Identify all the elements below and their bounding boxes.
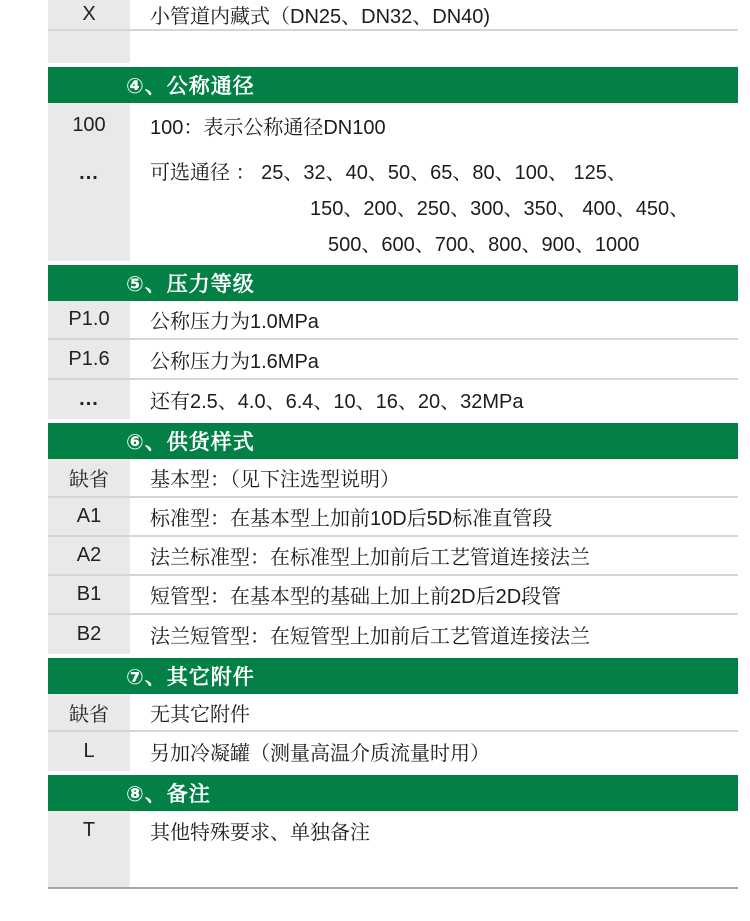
section-header-nominal-diameter: ④、公称通径 bbox=[48, 67, 738, 103]
table-row-trailing-empty bbox=[48, 849, 738, 889]
code-cell: 缺省 bbox=[48, 694, 130, 730]
table-row-p1.0 bbox=[48, 301, 738, 340]
desc-cell: 法兰短管型：在短管型上加前后工艺管道连接法兰 bbox=[150, 626, 590, 648]
table-row-dn100 bbox=[48, 103, 738, 148]
desc-cell: 基本型：（见下注选型说明） bbox=[150, 469, 400, 491]
desc-cell: 无其它附件 bbox=[150, 703, 250, 726]
diameter-options-line1: 可选通径 ： 25、32、40、50、65、80、100、 125、 bbox=[150, 162, 627, 184]
code-cell: 100 bbox=[48, 103, 130, 148]
table-row-x bbox=[48, 0, 738, 31]
code-cell: 缺省 bbox=[48, 459, 130, 496]
code-cell: A1 bbox=[48, 498, 130, 535]
code-cell: ... bbox=[48, 148, 130, 261]
desc-cell: 短管型：在基本型的基础上加上前2D后2D段管 bbox=[150, 586, 562, 608]
model-code-selection-table bbox=[48, 0, 738, 889]
code-cell-empty bbox=[48, 31, 130, 63]
section-header-other-accessories: ⑦、其它附件 bbox=[48, 658, 738, 694]
desc-cell: 公称压力为1.6MPa bbox=[150, 350, 319, 373]
table-row-default-none bbox=[48, 694, 738, 732]
table-row-t-special bbox=[48, 811, 738, 849]
table-row-a1 bbox=[48, 498, 738, 537]
code-cell: B2 bbox=[48, 615, 130, 654]
section-header-remarks: ⑧、备注 bbox=[48, 775, 738, 811]
desc-cell-empty bbox=[130, 31, 738, 63]
diameter-options-line2: 150、200、250、300、350、 400、450、 bbox=[310, 198, 690, 220]
code-cell: L bbox=[48, 732, 130, 771]
code-cell: A2 bbox=[48, 537, 130, 574]
code-cell-empty bbox=[48, 849, 130, 887]
section-header-pressure-rating: ⑤、压力等级 bbox=[48, 265, 738, 301]
diameter-options-line3: 500、600、700、800、900、1000 bbox=[328, 234, 640, 256]
code-cell: X bbox=[48, 0, 130, 29]
table-row-b2 bbox=[48, 615, 738, 654]
table-row-diameter-options bbox=[48, 148, 738, 261]
table-row-a2 bbox=[48, 537, 738, 576]
table-row-empty bbox=[48, 31, 738, 63]
desc-cell: 还有2.5、4.0、6.4、10、16、20、32MPa bbox=[150, 391, 524, 413]
desc-cell: 公称压力为1.0MPa bbox=[150, 311, 319, 333]
desc-cell: 小管道内藏式（DN25、DN32、DN40) bbox=[150, 6, 491, 28]
code-cell: T bbox=[48, 811, 130, 849]
desc-cell: 100：表示公称通径DN100 bbox=[150, 117, 386, 139]
table-row-l-condenser bbox=[48, 732, 738, 771]
desc-cell: 另加冷凝罐（测量高温介质流量时用） bbox=[150, 743, 490, 765]
table-row-p1.6 bbox=[48, 340, 738, 380]
table-row-pressure-options bbox=[48, 380, 738, 419]
desc-cell bbox=[130, 148, 738, 261]
code-cell: B1 bbox=[48, 576, 130, 613]
table-row-b1 bbox=[48, 576, 738, 615]
desc-cell: 其他特殊要求、单独备注 bbox=[150, 821, 370, 844]
desc-cell: 法兰标准型：在标准型上加前后工艺管道连接法兰 bbox=[150, 547, 590, 569]
desc-cell-empty bbox=[130, 849, 738, 887]
section-header-supply-style: ⑥、供货样式 bbox=[48, 423, 738, 459]
code-cell: P1.0 bbox=[48, 301, 130, 338]
code-cell: ... bbox=[48, 380, 130, 419]
table-row-default-basic bbox=[48, 459, 738, 498]
desc-cell: 标准型：在基本型上加前10D后5D标准直管段 bbox=[150, 508, 553, 530]
code-cell: P1.6 bbox=[48, 340, 130, 378]
